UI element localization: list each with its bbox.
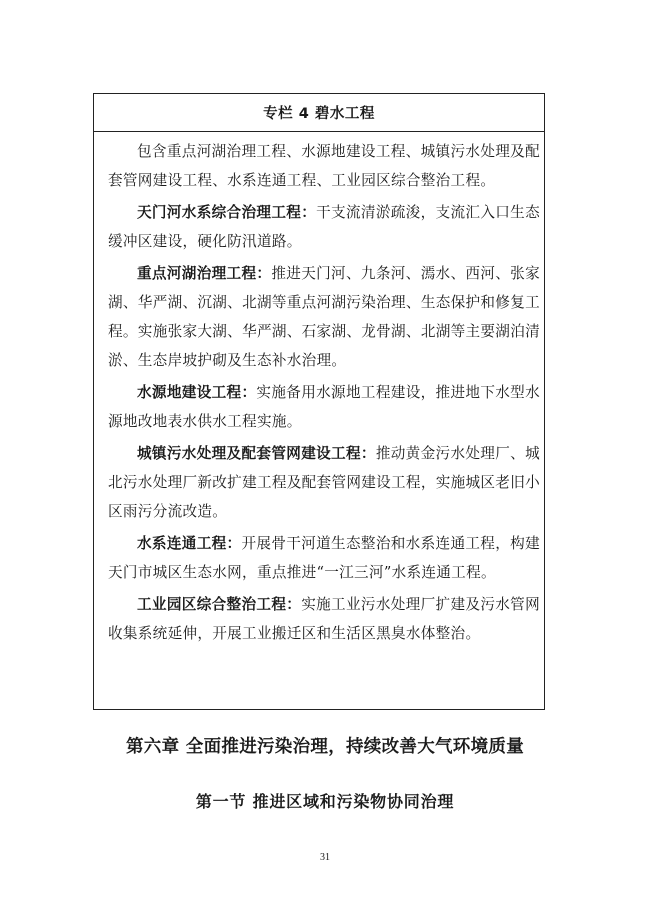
item-paragraph <box>108 259 540 375</box>
item-paragraph <box>108 439 540 526</box>
item-heading: 水系连通工程： <box>137 535 242 552</box>
section-title: 第一节 推进区域和污染物协同治理 <box>195 792 455 811</box>
item-paragraph <box>108 198 540 256</box>
item-heading: 水源地建设工程： <box>137 384 257 401</box>
item-text: 实施备用水源地工程建设，推进地下水型水源地改地表水供水工程实施。 <box>108 384 540 430</box>
chapter-title: 第六章 全面推进污染治理，持续改善大气环境质量 <box>126 737 524 757</box>
item-heading: 重点河湖治理工程： <box>137 265 272 282</box>
item-text: 推动黄金污水处理厂、城北污水处理厂新改扩建工程及配套管网建设工程，实施城区老旧小区雨污分流改造。 <box>108 445 540 520</box>
item-paragraph <box>108 378 540 436</box>
item-heading: 工业园区综合整治工程： <box>137 596 302 613</box>
page-number: 31 <box>320 852 330 863</box>
item-text: 干支流清淤疏浚，支流汇入口生态缓冲区建设，硬化防汛道路。 <box>108 204 540 250</box>
intro-paragraph: 包含重点河湖治理工程、水源地建设工程、城镇污水处理及配套管网建设工程、水系连通工程、工业园区综合整治工程。 <box>108 143 540 189</box>
item-paragraph <box>108 529 540 587</box>
item-heading: 城镇污水处理及配套管网建设工程： <box>137 445 376 462</box>
item-text: 推进天门河、九条河、漹水、西河、张家湖、华严湖、沉湖、北湖等重点河湖污染治理、生态保护和修复工程。实施张家大湖、华严湖、石家湖、龙骨湖、北湖等主要湖泊清淤、生态岸坡护砌及生态补水治理。 <box>108 265 540 369</box>
column-body <box>94 132 544 648</box>
column-title: 专栏 4 碧水工程 <box>94 94 544 132</box>
item-paragraph <box>108 590 540 648</box>
item-text: 开展骨干河道生态整治和水系连通工程，构建天门市城区生态水网，重点推进“一江三河”水系连通工程。 <box>108 535 540 581</box>
special-column-box <box>93 93 545 710</box>
item-heading: 天门河水系综合治理工程： <box>137 204 317 221</box>
item-text: 实施工业污水处理厂扩建及污水管网收集系统延伸，开展工业搬迁区和生活区黑臭水体整治。 <box>108 596 540 642</box>
